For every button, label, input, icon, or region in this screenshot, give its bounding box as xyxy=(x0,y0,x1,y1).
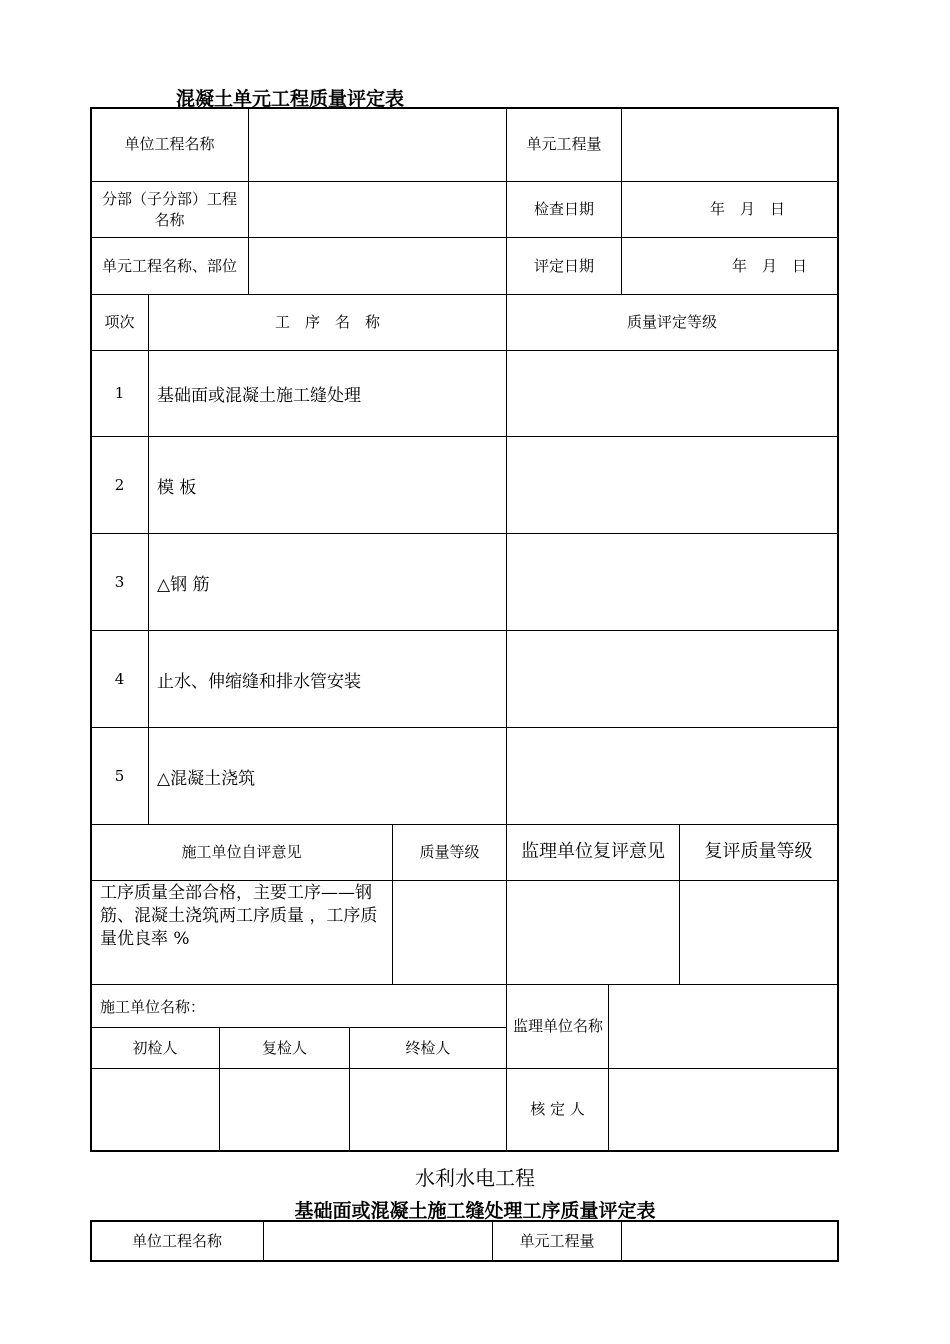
form2-unit-project-field[interactable] xyxy=(264,1222,492,1260)
initial-inspector-label: 初检人 xyxy=(132,1038,178,1057)
row-process: 模 板 xyxy=(157,477,197,498)
check-date-label: 检查日期 xyxy=(533,200,594,219)
table-border-bottom xyxy=(90,1260,839,1262)
form2-title: 基础面或混凝土施工缝处理工序质量评定表 xyxy=(294,1200,656,1222)
supervisor-name-label: 监理单位名称 xyxy=(512,1016,603,1035)
form2-unit-quantity-field[interactable] xyxy=(622,1222,837,1260)
quality-grade-label: 质量等级 xyxy=(419,843,480,862)
recheck-inspector-label: 复检人 xyxy=(261,1038,307,1057)
row-process: △钢 筋 xyxy=(157,574,210,595)
row-index: 5 xyxy=(114,766,125,785)
quality-grade-field[interactable] xyxy=(393,881,506,984)
check-date-value[interactable]: 年 月 日 xyxy=(710,200,786,219)
row-process: 止水、伸缩缝和排水管安装 xyxy=(157,671,361,692)
form-title: 混凝土单元工程质量评定表 xyxy=(176,88,405,110)
row-grade-field[interactable] xyxy=(507,631,837,727)
eval-date-value[interactable]: 年 月 日 xyxy=(732,256,808,275)
review-grade-field[interactable] xyxy=(680,881,837,984)
final-inspector-label: 终检人 xyxy=(405,1038,451,1057)
column-header-process: 工 序 名 称 xyxy=(274,313,380,332)
recheck-inspector-field[interactable] xyxy=(220,1069,349,1150)
self-eval-label: 施工单位自评意见 xyxy=(181,843,302,862)
row-grade-field[interactable] xyxy=(507,351,837,436)
table-border-bottom xyxy=(90,1150,839,1152)
column-header-grade: 质量评定等级 xyxy=(626,313,717,332)
form2-unit-quantity-label: 单元工程量 xyxy=(519,1231,595,1250)
supervisor-review-field[interactable] xyxy=(507,881,679,984)
supervisor-name-field[interactable] xyxy=(609,985,837,1068)
row-grade-field[interactable] xyxy=(507,728,837,824)
grid-line xyxy=(148,294,149,825)
unit-name-label: 单元工程名称、部位 xyxy=(101,256,237,275)
unit-project-label: 单位工程名称 xyxy=(124,135,215,154)
table-border-right xyxy=(837,1220,839,1262)
row-index: 3 xyxy=(114,572,125,591)
eval-date-label: 评定日期 xyxy=(533,256,594,275)
sub-project-field[interactable] xyxy=(249,182,506,237)
self-eval-text: 工序质量全部合格，主要工序——钢筋、混凝土浇筑两工序质量 ，工序质量优良率 % xyxy=(100,883,378,949)
row-index: 4 xyxy=(114,669,125,688)
unit-project-field[interactable] xyxy=(249,108,506,181)
final-inspector-field[interactable] xyxy=(350,1069,506,1150)
unit-quantity-label: 单元工程量 xyxy=(526,135,602,154)
column-header-index: 项次 xyxy=(104,313,135,332)
unit-quantity-field[interactable] xyxy=(622,108,837,181)
sub-project-label: 分部（子分部）工程名称 xyxy=(101,190,237,229)
form2-unit-project-label: 单位工程名称 xyxy=(131,1231,222,1250)
row-process: 基础面或混凝土施工缝处理 xyxy=(157,386,361,406)
row-index: 2 xyxy=(114,475,125,494)
row-grade-field[interactable] xyxy=(507,534,837,630)
initial-inspector-field[interactable] xyxy=(91,1069,219,1150)
contractor-name-label: 施工单位名称： xyxy=(100,997,206,1016)
unit-name-field[interactable] xyxy=(249,238,506,294)
row-index: 1 xyxy=(114,384,125,403)
approver-label: 核 定 人 xyxy=(530,1100,585,1119)
supervisor-review-label: 监理单位复评意见 xyxy=(521,841,665,863)
row-process: △混凝土浇筑 xyxy=(157,768,256,789)
approver-field[interactable] xyxy=(609,1069,837,1150)
review-grade-label: 复评质量等级 xyxy=(704,841,813,863)
row-grade-field[interactable] xyxy=(507,437,837,533)
form2-subtitle: 水利水电工程 xyxy=(415,1166,535,1190)
